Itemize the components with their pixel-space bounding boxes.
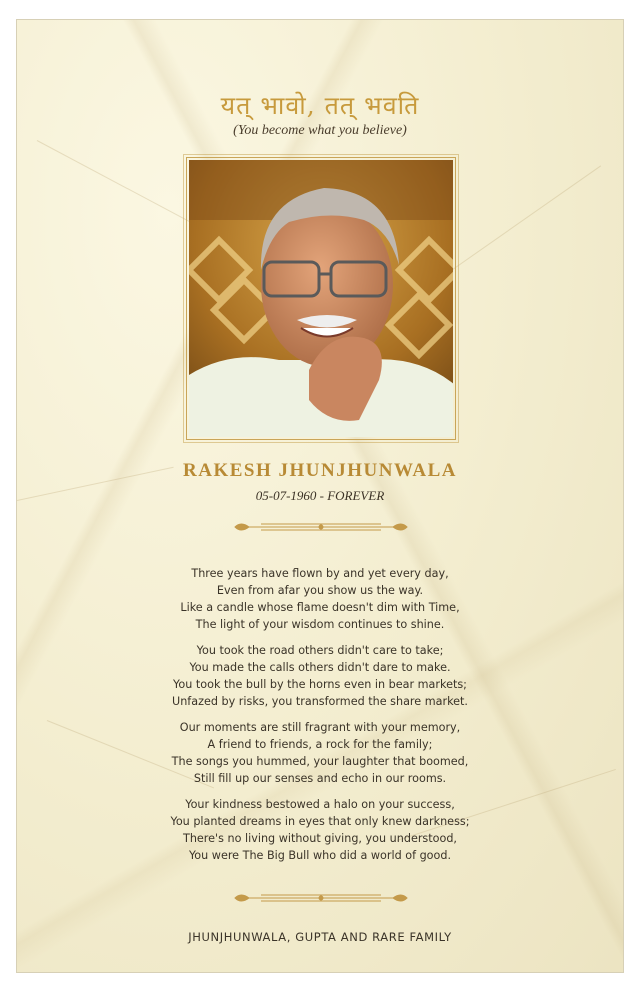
poem-line: Three years have flown by and yet every day, [191, 567, 449, 580]
poem-line: Like a candle whose flame doesn't dim with Time, [180, 601, 460, 614]
poem-line: You planted dreams in eyes that only knew darkness; [170, 815, 470, 828]
poem-stanza [17, 719, 623, 787]
person-dates: 05-07-1960 - FOREVER [255, 488, 385, 503]
memorial-page [16, 19, 624, 973]
ornament-divider-top [231, 519, 411, 535]
poem-line: Even from afar you show us the way. [216, 584, 424, 597]
poem-line: You took the bull by the horns even in bear markets; [173, 678, 467, 691]
poem-line: Still fill up our senses and echo in our rooms. [193, 772, 447, 785]
ornament-divider-bottom [231, 890, 411, 906]
marble-vein [437, 165, 601, 281]
poem-line: A friend to friends, a rock for the family; [207, 738, 433, 751]
quote-translation: (You become what you believe) [233, 123, 407, 138]
portrait-frame [186, 157, 456, 440]
poem-line: You took the road others didn't care to take; [196, 644, 444, 657]
person-name: RAKESH JHUNJHUNWALA [183, 460, 457, 481]
family-signature: JHUNJHUNWALA, GUPTA AND RARE FAMILY [188, 930, 452, 944]
poem-line: You made the calls others didn't dare to make. [189, 661, 451, 674]
poem-line: The songs you hummed, your laughter that boomed, [171, 755, 469, 768]
poem-line: There's no living without giving, you understood, [183, 832, 457, 845]
poem [17, 565, 623, 873]
poem-line: The light of your wisdom continues to shine. [195, 618, 445, 631]
poem-line: Unfazed by risks, you transformed the share market. [172, 695, 468, 708]
poem-stanza [17, 642, 623, 710]
portrait-photo [189, 160, 453, 437]
poem-line: Our moments are still fragrant with your memory, [179, 721, 461, 734]
poem-stanza [17, 565, 623, 633]
poem-line: Your kindness bestowed a halo on your success, [185, 798, 455, 811]
poem-stanza [17, 796, 623, 864]
poem-line: You were The Big Bull who did a world of good. [188, 849, 452, 862]
sanskrit-quote: यत् भावो, तत् भवति [220, 91, 420, 120]
